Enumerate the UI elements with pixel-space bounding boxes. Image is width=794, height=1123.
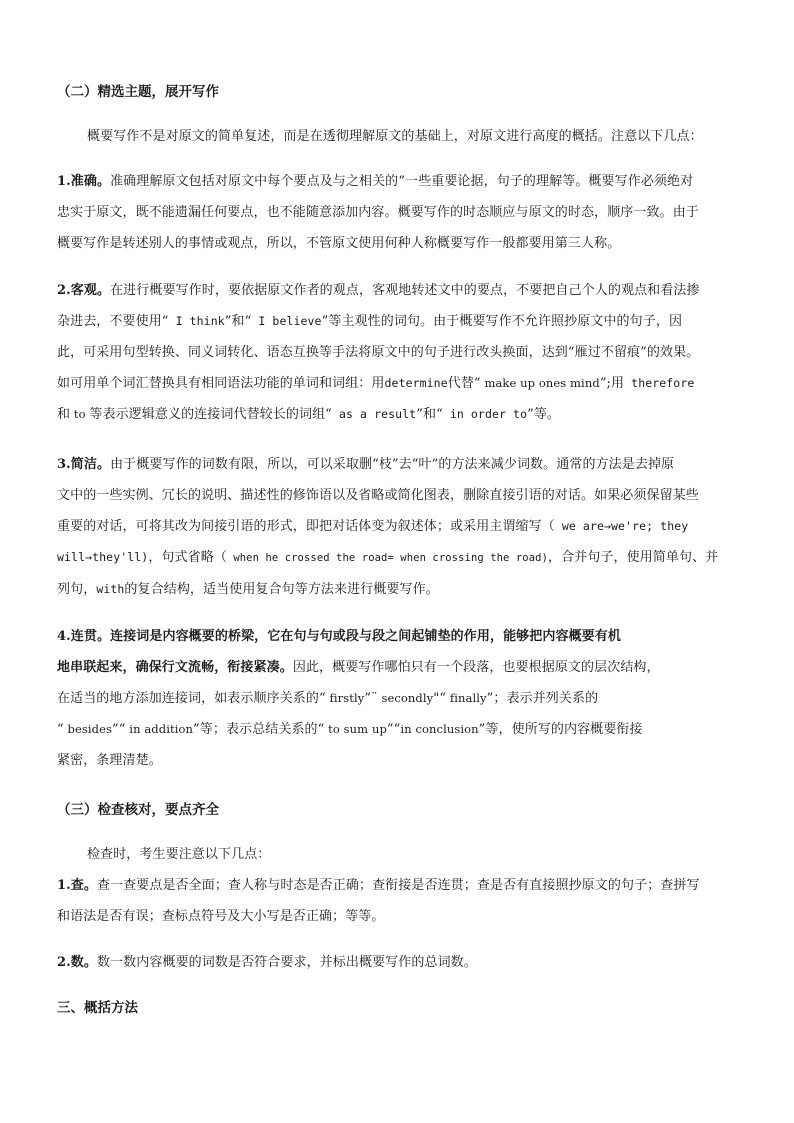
point-objective	[57, 275, 747, 430]
point-text: 如可用单个词汇替换具有相同语法功能的单词和词组：用	[57, 376, 385, 391]
english-term: when he crossed the road= when crossing the road)	[226, 552, 548, 564]
section-heading-2: （二）精选主题，展开写作	[57, 84, 219, 100]
english-term: will→they'll)	[57, 550, 149, 564]
point-text: 代替“	[447, 376, 481, 391]
english-term: in order to	[442, 407, 528, 421]
point-text: “	[57, 722, 64, 737]
point-text: 忠实于原文，既不能遗漏任何要点，也不能随意添加内容。概要写作的时态顺应与原文的时态，顺序一致。由于	[57, 205, 699, 220]
english-term: therefore	[624, 376, 695, 390]
english-term: in addition	[125, 722, 194, 736]
point-text: 连接词是内容概要的桥梁，它在句与句或段与段之间起铺垫的作用，能够把内容概要有机	[110, 629, 621, 644]
point-text: ，句式省略（	[148, 550, 227, 565]
point-text: 在适当的地方添加连接词，如表示顺序关系的“	[57, 691, 326, 706]
point-text: ”；表示并列关系的	[486, 691, 599, 706]
point-text: 查一查要点是否全面；查人称与时态是否正确；查衔接是否连贯；查是否有直接照抄原文的句子；查拼写	[96, 878, 700, 893]
english-term: as a result	[331, 407, 417, 421]
point-text: ”等主观性的词句。由于概要写作不允许照抄原文中的句子，因	[321, 314, 683, 329]
point-concise	[57, 449, 747, 605]
point-text: ”等。	[527, 407, 561, 422]
point-text: ”和“	[416, 407, 443, 422]
point-text: 和语法是否有误；查标点符号及大小写是否正确；等等。	[57, 909, 385, 924]
point-text: 文中的一些实例、冗长的说明、描述性的修饰语以及省略或简化图表，删除直接引语的对话。如果必须保留某些	[57, 488, 699, 503]
point-text: 重要的对话，可将其改为间接引语的形式，即把对话体变为叙述体；或采用主谓缩写（	[57, 519, 555, 534]
point-text: ，合并句子，使用简单句、并	[548, 550, 719, 565]
point-label: 4.连贯。	[57, 629, 111, 644]
point-text: 由于概要写作的词数有限，所以，可以采取删“枝”去“叶”的方法来减少词数。通常的方法是去掉原	[110, 457, 675, 472]
section-heading-3: （三）检查核对，要点齐全	[57, 802, 219, 818]
point-label: 1.准确。	[57, 174, 111, 189]
english-term: we are→we're; they	[554, 519, 689, 533]
english-term: to	[70, 407, 90, 421]
point-text: ”等；表示总结关系的“	[193, 722, 325, 737]
point-label: 2.数。	[57, 955, 97, 970]
point-label: 2.客观。	[57, 283, 111, 298]
point-check	[57, 870, 747, 932]
point-text: 列句，	[57, 582, 97, 597]
english-term: with	[96, 582, 125, 596]
point-text: 和	[57, 407, 71, 422]
english-term: secondly	[377, 691, 434, 705]
english-term: determine	[384, 376, 448, 390]
section-intro: 检查时，考生要注意以下几点：	[87, 847, 271, 862]
point-text: 此，可采用句型转换、同义词转化、语态互换等手法将原文中的句子进行改头换面，达到“雁过不留痕”的效果。	[57, 345, 700, 360]
point-text: ”;用	[599, 376, 625, 391]
english-term: in conclusion	[400, 722, 479, 736]
point-text: 杂进去，不要使用“	[57, 314, 169, 329]
english-term: besides	[63, 722, 113, 736]
point-text: 的复合结构，适当使用复合句等方法来进行概要写作。	[124, 582, 439, 597]
point-text: 数一数内容概要的词数是否符合要求，并标出概要写作的总词数。	[96, 955, 477, 970]
section-heading-next: 三、概括方法	[57, 1000, 138, 1016]
point-text: 在进行概要写作时，要依据原文作者的观点，客观地转述文中的要点，不要把自己个人的观点和看法掺	[110, 283, 700, 298]
english-term: finally	[446, 691, 487, 705]
point-text: ”¨	[364, 691, 378, 706]
point-text: 紧密，条理清楚。	[57, 753, 162, 768]
point-coherent	[57, 621, 747, 776]
point-text: 等表示逻辑意义的连接词代替较长的词组“	[89, 407, 332, 422]
section-intro: 概要写作不是对原文的简单复述，而是在透彻理解原文的基础上，对原文进行高度的概括。注意以下几点：	[87, 129, 703, 144]
point-text: ”“	[386, 722, 401, 737]
point-text: 准确理解原文包括对原文中每个要点及与之相关的“一些重要论据，句子的理解等。概要写作必须绝对	[110, 174, 694, 189]
point-accurate	[57, 166, 747, 259]
english-term: firstly	[325, 691, 365, 705]
english-term: I believe	[251, 314, 322, 328]
english-term: I think	[168, 314, 225, 328]
point-text: ”“	[112, 722, 126, 737]
point-text: "“	[433, 691, 447, 706]
point-text: 概要写作是转述别人的事情或观点，所以，不管原文使用何种人称概要写作一般都要用第三人称。	[57, 236, 621, 251]
point-label: 3.简洁。	[57, 457, 111, 472]
point-text: 因此，概要写作哪怕只有一个段落，也要根据原文的层次结构，	[292, 660, 660, 675]
point-text: 地串联起来，确保行文流畅，衔接紧凑。	[57, 660, 293, 675]
point-text: ”等，使所写的内容概要衔接	[478, 722, 643, 737]
point-count	[57, 947, 747, 978]
english-term: to sum up	[324, 722, 387, 736]
english-term: make up ones mind	[480, 376, 600, 390]
point-label: 1.查。	[57, 878, 97, 893]
point-text: ”和“	[224, 314, 252, 329]
